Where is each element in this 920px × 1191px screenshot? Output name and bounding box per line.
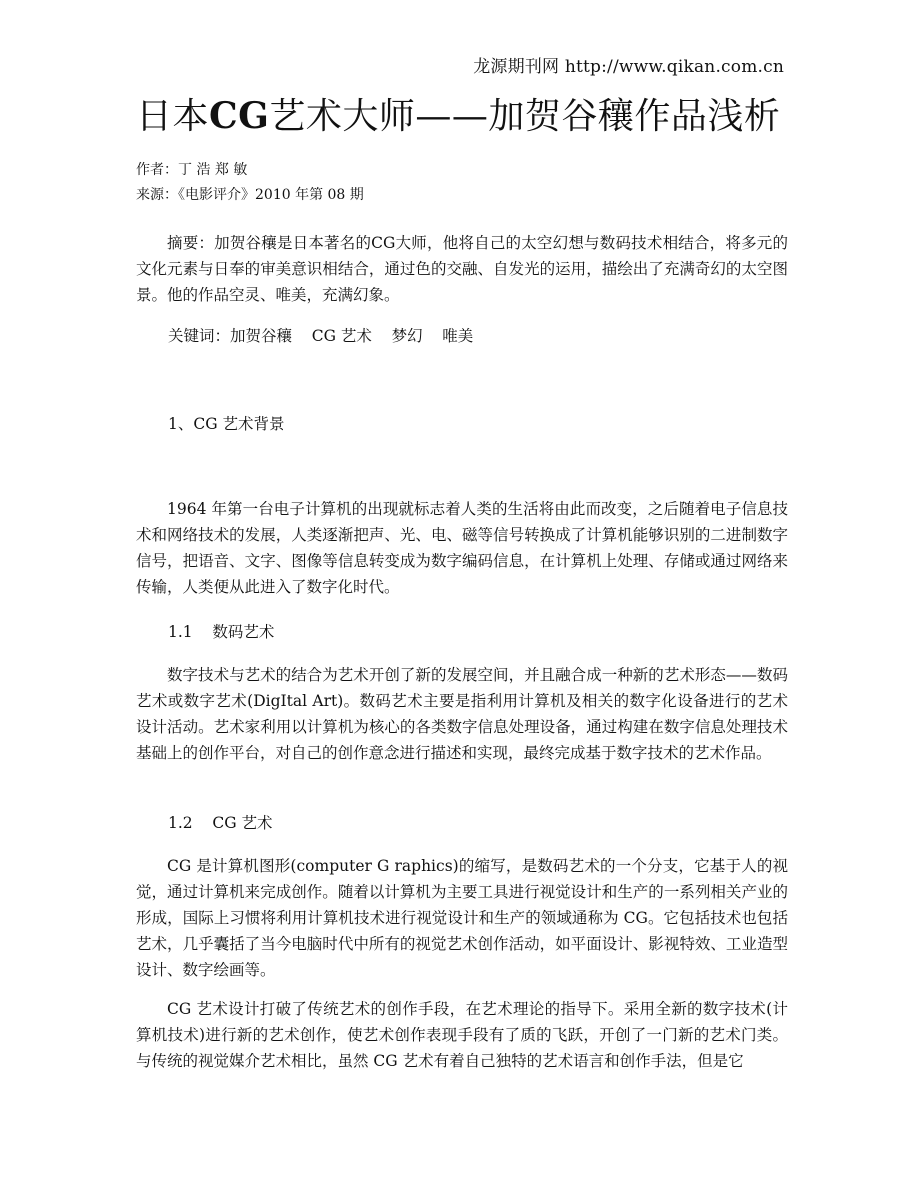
article-source: 来源：《电影评介》2010 年第 08 期: [136, 187, 364, 203]
section-1-heading: 1、CG 艺术背景: [168, 415, 285, 433]
section-1-1-heading: 1.1 数码艺术: [168, 623, 275, 641]
abstract-paragraph: 摘要：加贺谷穰是日本著名的CG大师，他将自己的太空幻想与数码技术相结合，将多元的文化元素与日奉的审美意识相结合，通过色的交融、自发光的运用，描绘出了充满奇幻的太空图景。他的作品空灵、唯美，充满幻象。: [136, 234, 788, 304]
keywords-line: 关键词：加贺谷穰 CG 艺术 梦幻 唯美: [168, 327, 474, 345]
section-1-1-paragraph: 数字技术与艺术的结合为艺术开创了新的发展空间，并且融合成一种新的艺术形态——数码艺术或数字艺术(DigItal Art)。数码艺术主要是指利用计算机及相关的数字化设备进行的艺术设计活动。艺术家利用以计算机为核心的各类数字信息处理设备，通过构建在数字信息处理技术基础上的创作平台，对自己的创作意念进行描述和实现，最终完成基于数字技术的艺术作品。: [136, 666, 788, 762]
title-suffix: 艺术大师——加贺谷穰作品浅析: [269, 96, 781, 137]
section-1-2-paragraph-1: CG 是计算机图形(computer G raphics)的缩写，是数码艺术的一个分支，它基于人的视觉，通过计算机来完成创作。随着以计算机为主要工具进行视觉设计和生产的一系列相关产业的形成，国际上习惯将利用计算机技术进行视觉设计和生产的领域通称为 CG。它包括技术也包括艺术，几乎囊括了当今电脑时代中所有的视觉艺术创作活动，如平面设计、影视特效、工业造型设计、数字绘画等。: [136, 857, 788, 979]
title-latin: CG: [209, 95, 270, 137]
title-prefix: 日本: [136, 96, 210, 137]
article-author: 作者：丁 浩 郑 敏: [136, 162, 248, 178]
section-1-2-paragraph-2: CG 艺术设计打破了传统艺术的创作手段，在艺术理论的指导下。采用全新的数字技术(计算机技术)进行新的艺术创作，使艺术创作表现手段有了质的飞跃，开创了一门新的艺术门类。与传统的视觉媒介艺术相比，虽然 CG 艺术有着自己独特的艺术语言和创作手法，但是它: [136, 1000, 788, 1070]
site-header[interactable]: 龙源期刊网 http://www.qikan.com.cn: [473, 57, 784, 77]
article-title: [136, 92, 796, 141]
section-1-2-heading: 1.2 CG 艺术: [168, 814, 273, 832]
section-1-paragraph: 1964 年第一台电子计算机的出现就标志着人类的生活将由此而改变，之后随着电子信息技术和网络技术的发展，人类逐渐把声、光、电、磁等信号转换成了计算机能够识别的二进制数字信号，把语音、文字、图像等信息转变成为数字编码信息，在计算机上处理、存储或通过网络来传输，人类便从此进入了数字化时代。: [136, 500, 788, 596]
